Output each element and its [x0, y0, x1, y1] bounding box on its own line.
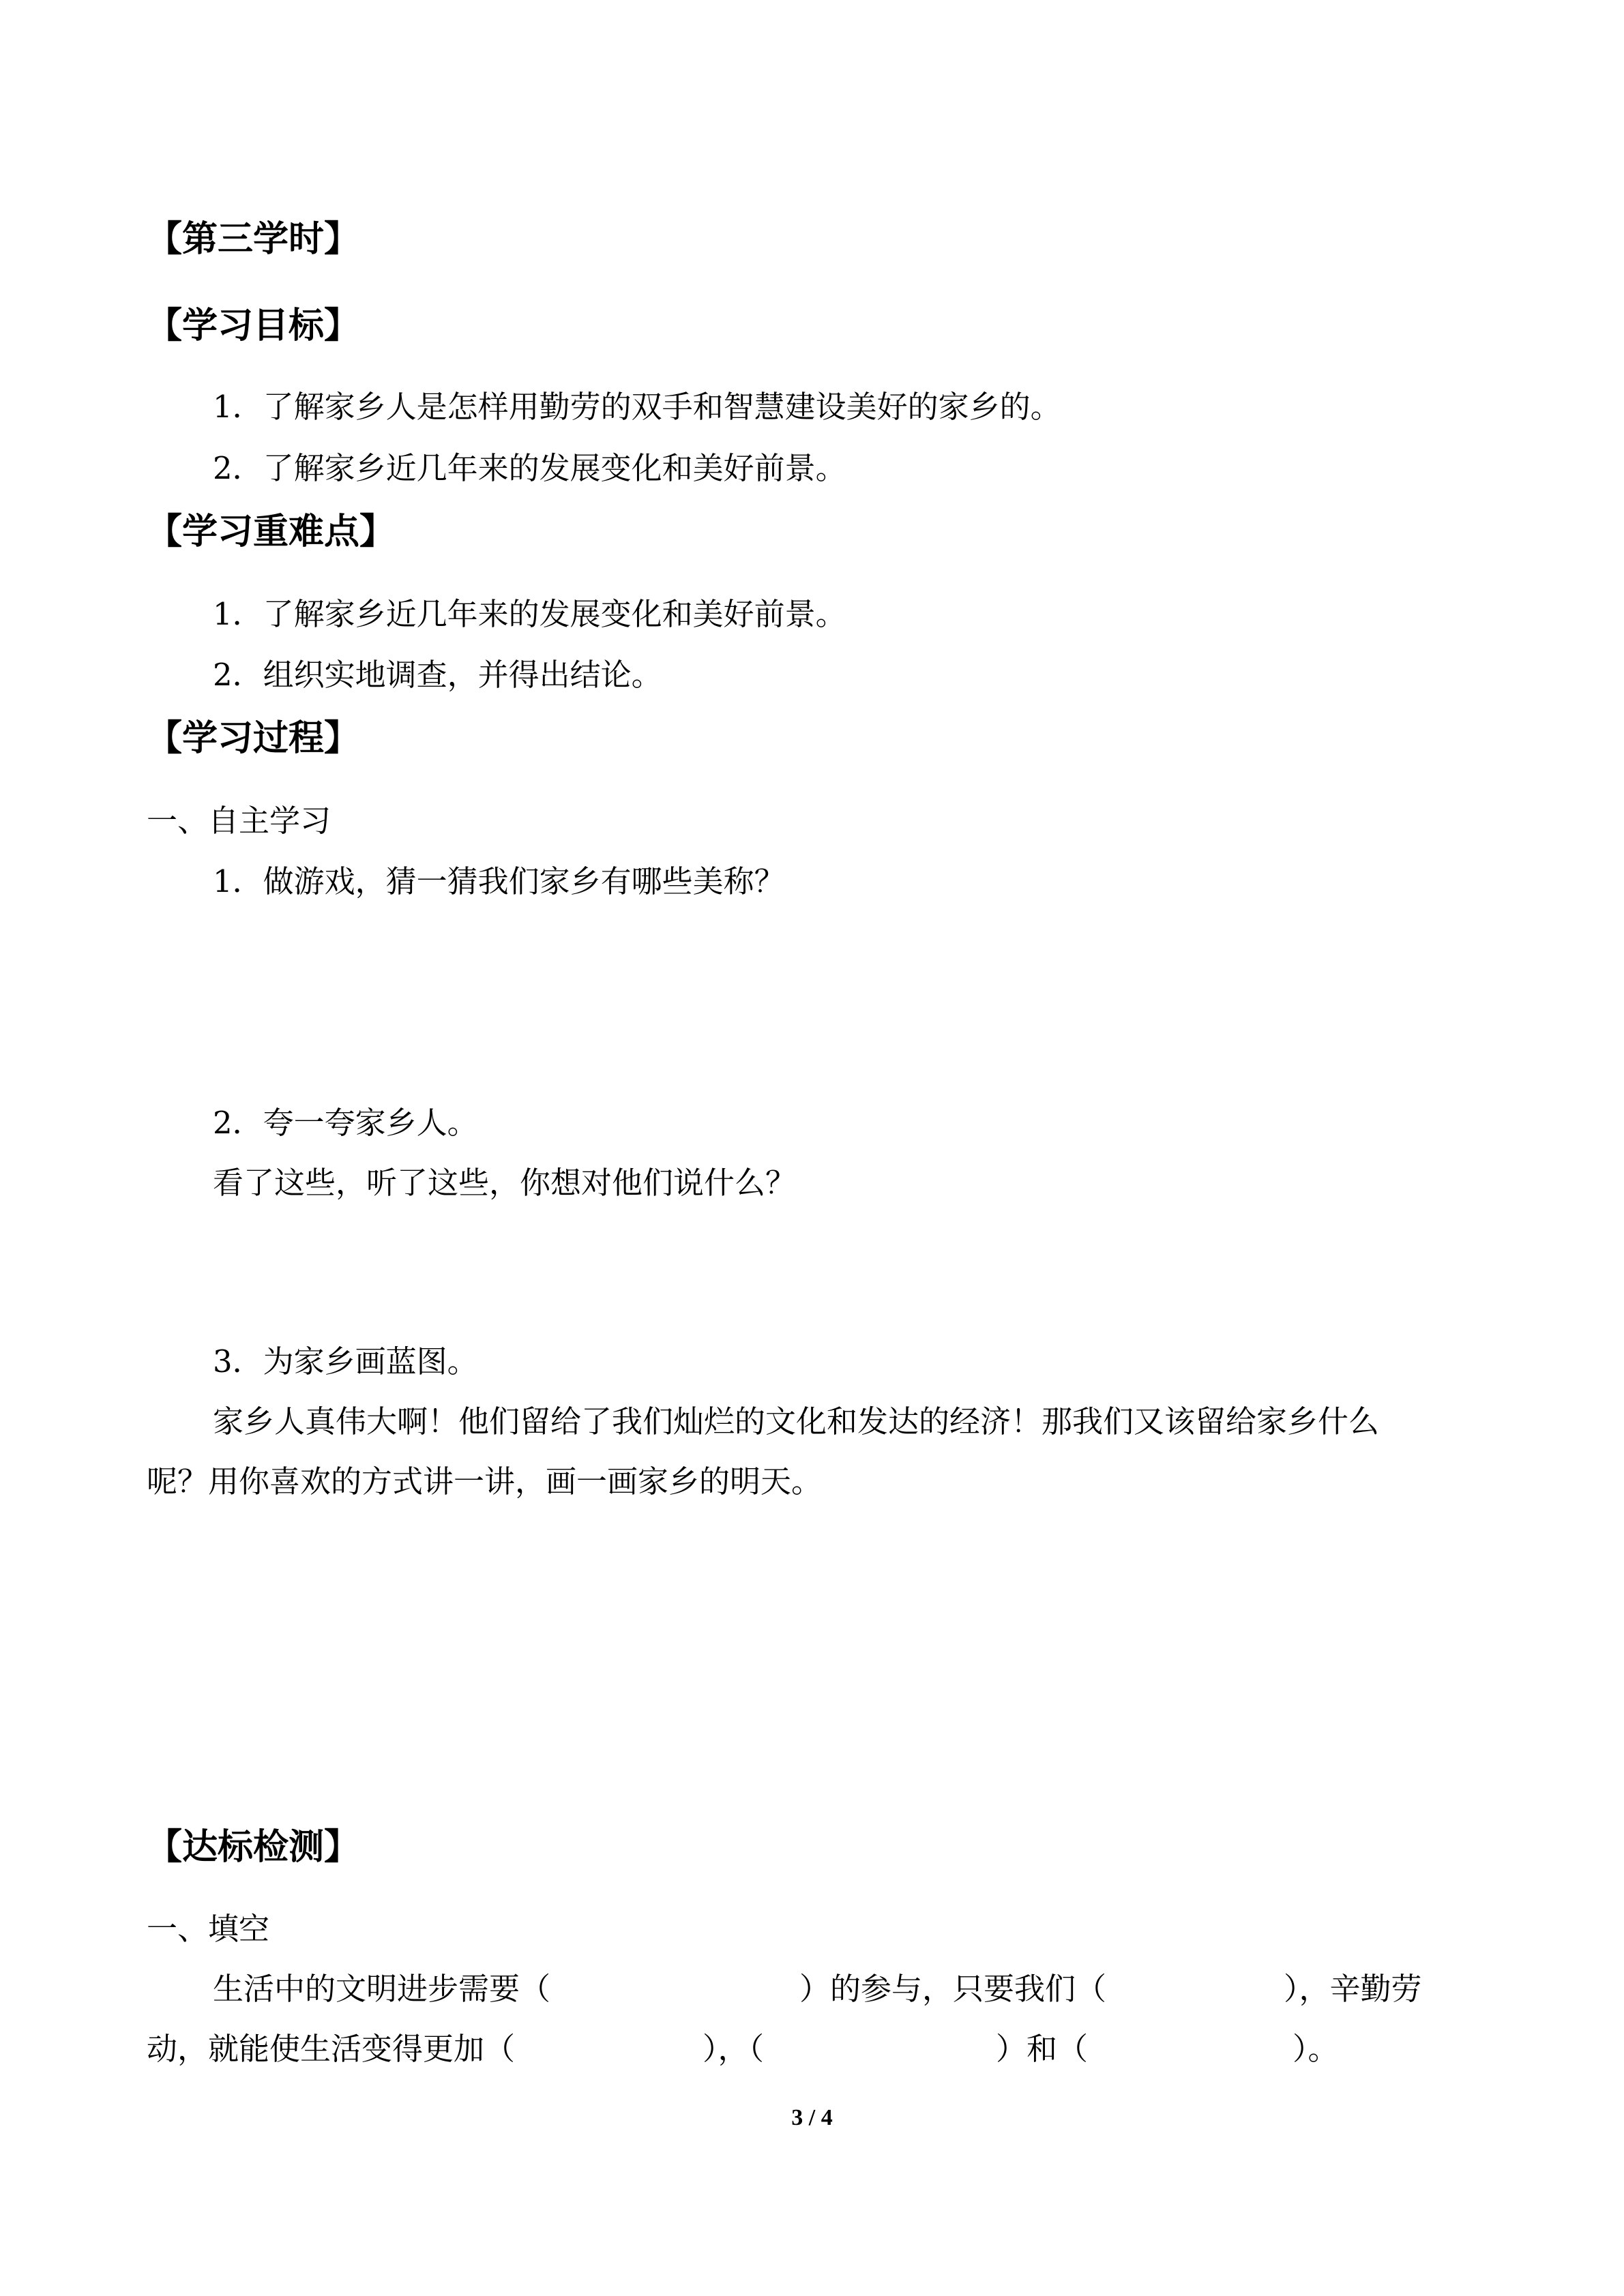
question-3: 3．为家乡画蓝图。 — [213, 1343, 478, 1380]
fill-text: ），辛勤劳 — [1284, 1971, 1422, 2007]
fill-blank-line-1 — [213, 1969, 1422, 2010]
self-study-section-title: 一、自主学习 — [147, 803, 331, 839]
key-points-heading: 【学习重难点】 — [147, 511, 396, 552]
question-3-text-line-1: 家乡人真伟大啊！他们留给了我们灿烂的文化和发达的经济！那我们又该留给家乡什么 — [213, 1403, 1380, 1440]
fill-blank-line-2 — [147, 2029, 1339, 2070]
objective-item-1: 1．了解家乡人是怎样用勤劳的双手和智慧建设美好的家乡的。 — [213, 389, 1061, 425]
key-point-item-2: 2．组织实地调查，并得出结论。 — [213, 657, 662, 693]
fill-text: ），（ — [703, 2031, 765, 2067]
fill-text: ）的参与，只要我们（ — [799, 1971, 1107, 2007]
fill-blank-section-title: 一、填空 — [147, 1911, 270, 1947]
question-3-text-line-2: 呢？用你喜欢的方式讲一讲，画一画家乡的明天。 — [147, 1463, 823, 1500]
fill-text: ）。 — [1293, 2031, 1339, 2067]
objective-item-2: 2．了解家乡近几年来的发展变化和美好前景。 — [213, 450, 846, 486]
lesson-title: 【第三学时】 — [147, 219, 360, 260]
fill-text: 动，就能使生活变得更加（ — [147, 2031, 516, 2067]
page-number: 3 / 4 — [791, 2105, 833, 2130]
process-heading: 【学习过程】 — [147, 718, 360, 759]
assessment-heading: 【达标检测】 — [147, 1827, 360, 1868]
key-point-item-1: 1．了解家乡近几年来的发展变化和美好前景。 — [213, 596, 846, 632]
question-1: 1．做游戏，猜一猜我们家乡有哪些美称？ — [213, 863, 785, 899]
fill-text: 生活中的文明进步需要（ — [213, 1971, 551, 2007]
fill-text: ）和（ — [996, 2031, 1089, 2067]
question-2: 2．夸一夸家乡人。 — [213, 1105, 478, 1141]
objectives-heading: 【学习目标】 — [147, 305, 360, 346]
question-2-prompt: 看了这些，听了这些，你想对他们说什么？ — [213, 1165, 797, 1201]
